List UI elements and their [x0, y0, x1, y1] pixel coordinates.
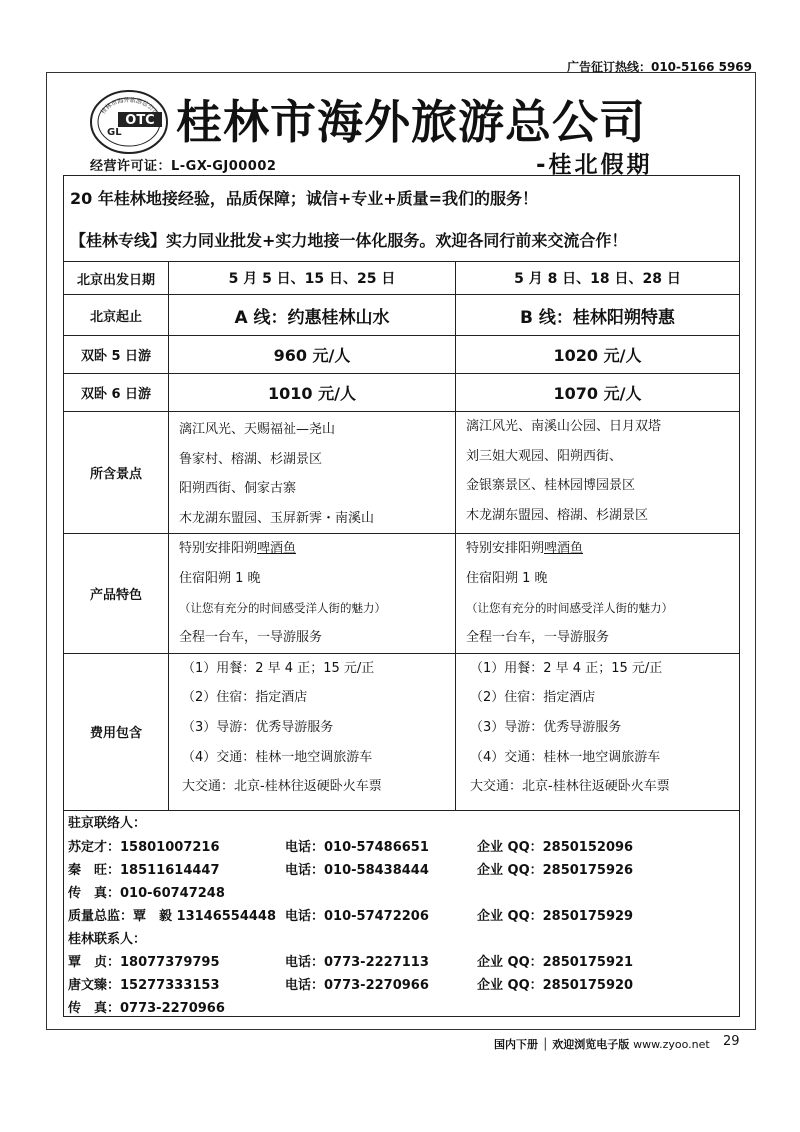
costs-a	[169, 653, 456, 810]
list-item: （4）交通：桂林一地空调旅游车	[182, 749, 373, 765]
list-item: （3）导游：优秀导游服务	[182, 719, 334, 735]
table-row-price6	[64, 374, 740, 412]
list-item: （让您有充分的时间感受洋人街的魅力）	[179, 600, 386, 615]
contact-qq: 企业 QQ：2850175921	[477, 955, 634, 970]
features-b	[456, 534, 740, 653]
table-row-features	[64, 534, 740, 653]
spots-b	[456, 412, 740, 534]
list-item: （1）用餐：2 早 4 正；15 元/正	[182, 660, 375, 676]
list-item: 漓江风光、天赐福祉—尧山	[179, 422, 336, 437]
logo-arc-text: 桂林市海外旅游总公	[99, 96, 155, 116]
list-item: 刘三姐大观园、阳朔西街、	[466, 448, 623, 464]
list-item: 大交通：北京-桂林往返硬卧火车票	[182, 779, 382, 795]
contact-phone: 电话：0773-2227113	[285, 955, 429, 970]
tour-table	[63, 261, 740, 811]
contact-name: 质量总监：覃 毅 13146554448	[68, 909, 277, 924]
guilin-contacts-title: 桂林联系人：	[68, 932, 147, 947]
contact-phone: 电话：010-57472206	[285, 909, 429, 924]
list-item: （让您有充分的时间感受洋人街的魅力）	[466, 600, 673, 615]
label-price6: 双卧 6 日游	[64, 374, 169, 412]
list-item: 全程一台车，一导游服务	[466, 630, 610, 646]
list-item: 金银寨景区、桂林园博园景区	[466, 478, 636, 494]
list-item: （1）用餐：2 早 4 正；15 元/正	[470, 660, 663, 676]
label-spots: 所含景点	[64, 412, 169, 534]
contact-qq: 企业 QQ：2850152096	[477, 840, 634, 855]
contact-phone: 电话：010-58438444	[285, 863, 429, 878]
contact-fax: 传 真：010-60747248	[68, 886, 225, 901]
route-b: B 线：桂林阳朔特惠	[456, 295, 740, 336]
page-number: 29	[723, 1034, 740, 1049]
contact-qq: 企业 QQ：2850175920	[477, 978, 634, 993]
list-item: （2）住宿：指定酒店	[182, 690, 308, 706]
logo-gl-text: GL	[107, 127, 122, 138]
company-logo	[88, 88, 170, 156]
price6-a: 1010 元/人	[169, 374, 456, 412]
list-item: 全程一台车，一导游服务	[179, 630, 323, 646]
contact-phone: 电话：0773-2270966	[285, 978, 429, 993]
label-costs: 费用包含	[64, 653, 169, 810]
table-row-departure	[64, 262, 740, 295]
table-row-spots	[64, 412, 740, 534]
contact-name: 唐文臻：15277333153	[68, 978, 220, 993]
price5-a: 960 元/人	[169, 336, 456, 374]
route-a: A 线：约惠桂林山水	[169, 295, 456, 336]
contact-qq: 企业 QQ：2850175929	[477, 909, 634, 924]
beijing-contacts-title: 驻京联络人：	[68, 816, 147, 831]
footer-site: www.zyoo.net	[633, 1038, 710, 1051]
list-item: 特别安排阳朔啤酒鱼	[466, 541, 584, 557]
footer-caption: 国内下册 │ 欢迎浏览电子版 www.zyoo.net	[494, 1038, 710, 1051]
departure-b: 5 月 8 日、18 日、28 日	[456, 262, 740, 295]
list-item: 鲁家村、榕湖、杉湖景区	[179, 451, 323, 467]
spots-a	[169, 412, 456, 534]
contact-qq: 企业 QQ：2850175926	[477, 863, 634, 878]
contact-fax: 传 真：0773-2270966	[68, 1001, 225, 1016]
features-a	[169, 534, 456, 653]
list-item: 住宿阳朔 1 晚	[179, 570, 261, 586]
list-item: 住宿阳朔 1 晚	[466, 570, 548, 586]
ad-hotline: 广告征订热线：010-5166 5969	[566, 60, 752, 74]
contact-name: 覃 贞：18077379795	[68, 955, 220, 970]
label-route: 北京起止	[64, 295, 169, 336]
brand-subtitle: -桂北假期	[536, 152, 653, 178]
label-features: 产品特色	[64, 534, 169, 653]
list-item: 木龙湖东盟园、玉屏新霁・南溪山	[179, 510, 375, 526]
contact-name: 秦 旺：18511614447	[68, 863, 220, 878]
highlight-beer-fish: 啤酒鱼	[544, 541, 584, 557]
slogan-experience: 20 年桂林地接经验，品质保障；诚信+专业+质量=我们的服务！	[70, 189, 539, 208]
highlight-beer-fish: 啤酒鱼	[257, 541, 297, 557]
company-name: 桂林市海外旅游总公司	[176, 95, 646, 149]
list-item: 大交通：北京-桂林往返硬卧火车票	[470, 779, 670, 795]
list-item: （3）导游：优秀导游服务	[470, 719, 622, 735]
table-row-route	[64, 295, 740, 336]
table-row-costs	[64, 653, 740, 810]
list-item: 阳朔西街、侗家古寨	[179, 481, 297, 497]
list-item: （4）交通：桂林一地空调旅游车	[470, 749, 661, 765]
contact-name: 苏定才：15801007216	[68, 840, 220, 855]
list-item: （2）住宿：指定酒店	[470, 690, 596, 706]
slogan-guilin-line: 【桂林专线】实力同业批发+实力地接一体化服务。欢迎各同行前来交流合作！	[70, 231, 628, 250]
label-price5: 双卧 5 日游	[64, 336, 169, 374]
price6-b: 1070 元/人	[456, 374, 740, 412]
list-item: 木龙湖东盟园、榕湖、杉湖景区	[466, 507, 649, 523]
label-departure: 北京出发日期	[64, 262, 169, 295]
list-item: 漓江风光、南溪山公园、日月双塔	[466, 419, 662, 434]
contact-phone: 电话：010-57486651	[285, 840, 429, 855]
table-row-price5	[64, 336, 740, 374]
logo-otc-text: OTC	[125, 113, 155, 128]
price5-b: 1020 元/人	[456, 336, 740, 374]
list-item: 特别安排阳朔啤酒鱼	[179, 541, 297, 557]
license-number: 经营许可证：L-GX-GJ00002	[90, 159, 277, 174]
departure-a: 5 月 5 日、15 日、25 日	[169, 262, 456, 295]
costs-b	[456, 653, 740, 810]
